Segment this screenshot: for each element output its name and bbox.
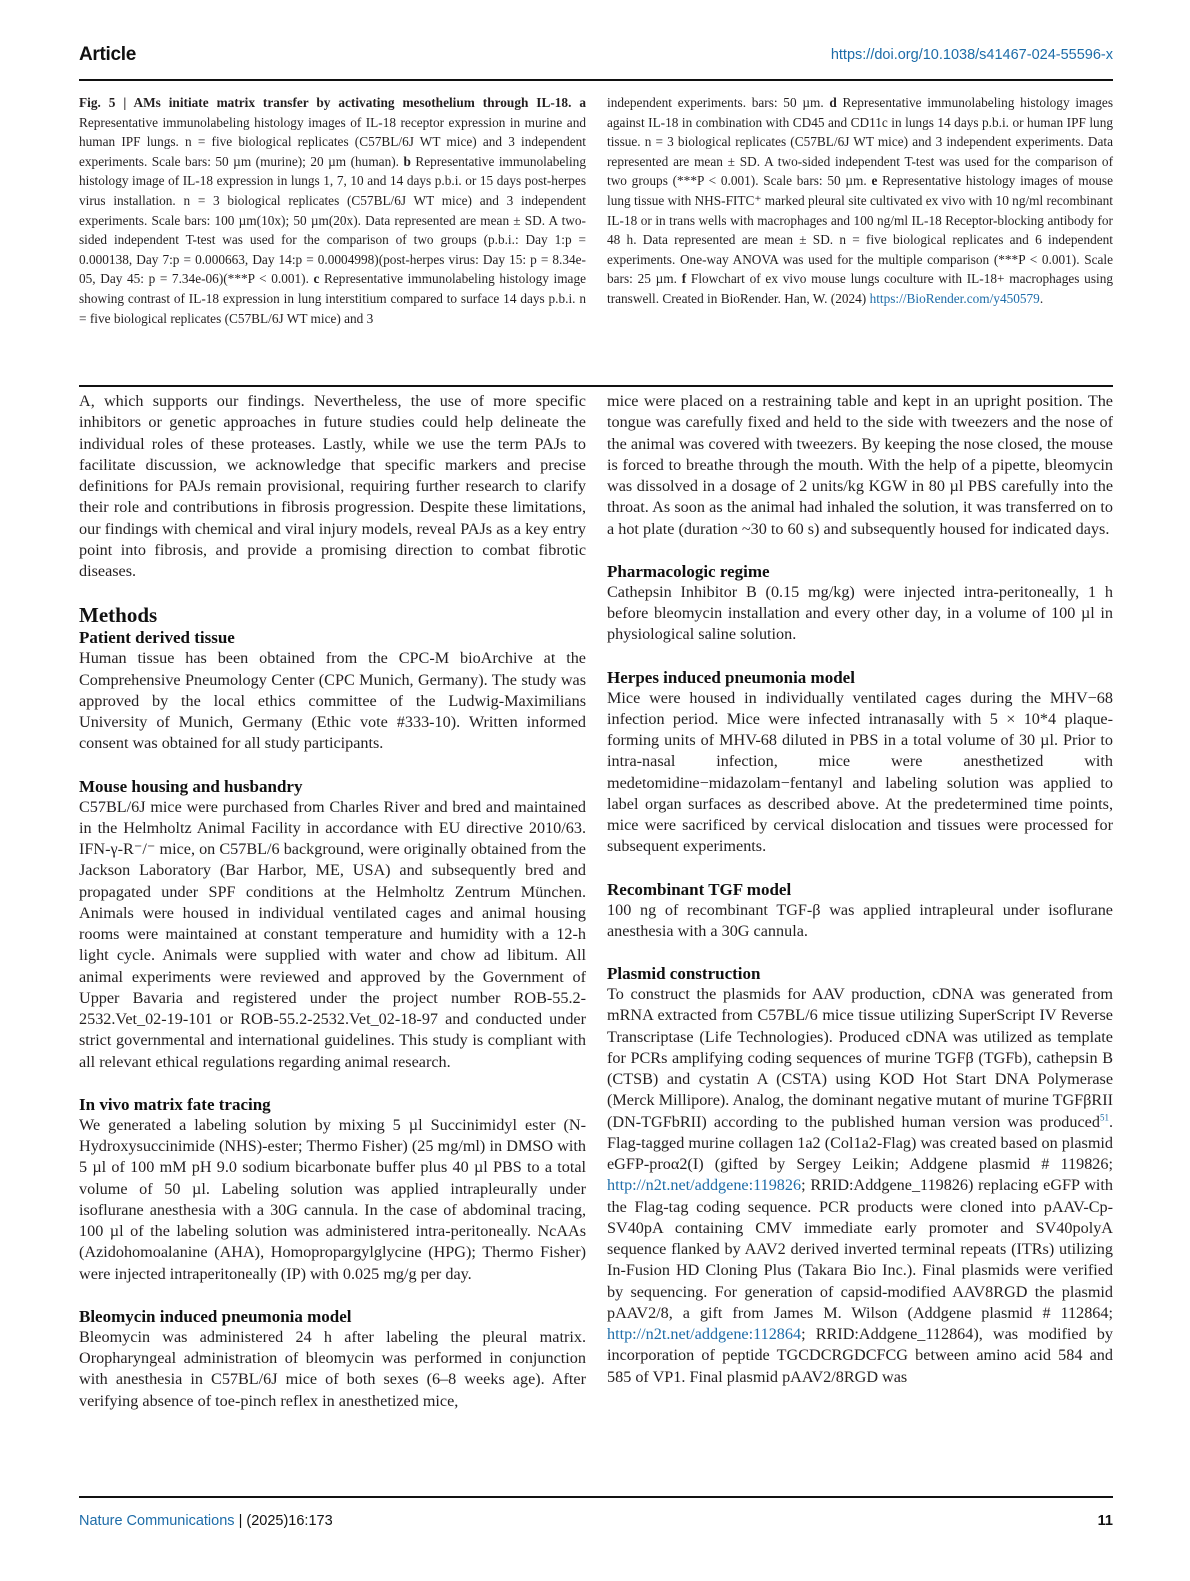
figure-caption-title: Fig. 5 | AMs initiate matrix transfer by activating mesothelium through IL-18. <box>79 95 572 110</box>
panel-label-f: f <box>681 271 687 287</box>
section-heading: Herpes induced pneumonia model <box>607 667 855 687</box>
plasmid-text: . Flag-tagged murine collagen 1a2 (Col1a2-Flag) was created based on plasmid eGFP-proα2(I) (gifted by Sergey Leikin; Addgene plasmid # 119826; <box>607 1112 1113 1173</box>
journal-name[interactable]: Nature Communications <box>79 1513 235 1529</box>
section-heading: Recombinant TGF model <box>607 879 792 899</box>
panel-text-c: Representative immunolabeling histology image showing contrast of IL-18 expression in lung interstitium compared to surface 14 days p.b.i. n = five biological replicates (C57BL/6J WT mice) and 3 <box>79 271 587 326</box>
section-heading: Bleomycin induced pneumonia model <box>79 1306 352 1326</box>
plasmid-text: ; RRID:Addgene_119826) replacing eGFP with the Flag-tag coding sequence. PCR products were cloned into pAAV-Cp-SV40pA containing CMV immediate early promoter and SV40polyA sequence flanked by AAV2 derived inverted terminal repeats (ITRs) utilizing In-Fusion HD Cloning Plus (Takara Bio Inc.). Final plasmids were verified by sequencing. For generation of capsid-modified AAV8RGD the plasmid pAAV2/8, a gift from James M. Wilson (Addgene plasmid # 112864; <box>607 1176 1113 1322</box>
addgene-link-112864[interactable]: http://n2t.net/addgene:112864 <box>607 1325 802 1343</box>
discussion-paragraph: A, which supports our findings. Nevertheless, the use of more specific inhibitors or genetic approaches in future studies could help delineate the individual roles of these proteases. Lastly, while we use the term PAJs to facilitate discussion, we acknowledge that specific markers and precise definitions for PAJs remain provisional, requiring further research to clarify their role and contributions in fibrosis progression. Despite these limitations, our findings with chemical and viral injury models, reveal PAJs as a key entry point into fibrosis, and provide a promising direction to combat fibrotic diseases. <box>79 392 586 580</box>
section-paragraph: Mice were housed in individually ventilated cages during the MHV−68 infection period. Mice were infected intranasally with 5 × 10*4 plaque-forming units of MHV-68 diluted in PBS in a total volume of 30 µl. Prior to intra-nasal infection, mice were anesthetized with medetomidine−midazolam−fentanyl and labeling solution was applied to label organ surfaces as described above. At the predetermined time points, mice were sacrificed by cervical dislocation and tissues were processed for subsequent experiments. <box>607 688 1113 856</box>
panel-label-a: a <box>579 95 587 110</box>
reference-citation[interactable]: 51 <box>1099 1112 1109 1123</box>
body-column-right <box>607 391 1113 1388</box>
section-heading: In vivo matrix fate tracing <box>79 1094 271 1114</box>
section-paragraph: We generated a labeling solution by mixing 5 µl Succinimidyl ester (N-Hydroxysuccinimide (NHS)-ester; Thermo Fisher) (25 mg/ml) in DMSO with 5 µl of 100 mM pH 9.0 sodium bicarbonate buffer plus 40 µl PBS to a total volume of 50 µl. Labeling solution was applied intrapleurally under isoflurane anesthesia with a 30G cannula. In the case of abdominal tracing, 100 µl of the labeling solution was administered intra-peritoneally. NcAAs (Azidohomoalanine (AHA), Homopropargylglycine (HPG); Thermo Fisher) were injected intraperitoneally (IP) with 0.025 mg/g per day. <box>79 1115 586 1283</box>
panel-label-d: d <box>829 95 837 110</box>
section-paragraph: C57BL/6J mice were purchased from Charles River and bred and maintained in the Helmholtz Animal Facility in accordance with EU directive 2010/63. IFN-γ-R⁻/⁻ mice, on C57BL/6 background, were originally obtained from the Jackson Laboratory (Bar Harbor, ME, USA) and subsequently bred and propagated under SPF conditions at the Helmholtz Zentrum München. Animals were housed in individual ventilated cages and animal housing rooms were maintained at constant temperature and humidity with a 12-h light cycle. Animals were supplied with water and chow ad libitum. All animal experiments were reviewed and approved by the Government of Upper Bavaria and registered under the project number ROB-55.2-2532.Vet_02-19-101 or ROB-55.2-2532.Vet_02-18-97 and conducted under strict governmental and international guidelines. This study is compliant with all relevant ethical regulations regarding animal research. <box>79 797 586 1071</box>
plasmid-paragraph <box>607 984 1113 1388</box>
header-divider <box>79 79 1113 81</box>
panel-text-d: Representative immunolabeling histology images against IL-18 in combination with CD45 and CD11c in lungs 14 days p.b.i. or human IPF lung tissue. n = 3 biological replicates (C57BL/6J WT mice) and 3 independent experiments. Data represented are mean ± SD. A two-sided independent T-test was used for the comparison of two groups (***P < 0.001). Scale bars: 50 µm. <box>607 95 1113 189</box>
section-paragraph: Bleomycin was administered 24 h after labeling the pleural matrix. Oropharyngeal administration of bleomycin was performed in conjunction with anesthesia in C57BL/6J mice of both sexes (6–8 weeks age). After verifying absence of toe-pinch reflex in anesthetized mice, <box>79 1327 586 1410</box>
methods-heading: Methods <box>79 603 158 628</box>
plasmid-text: ; RRID:Addgene_112864), was modified by incorporation of peptide TGCDCRGDCFCG between amino acid 584 and 585 of VP1. Final plasmid pAAV2/8RGD was <box>607 1325 1113 1386</box>
panel-text-a: Representative immunolabeling histology images of IL-18 receptor expression in murine and human IPF lungs. n = five biological replicates (C57BL/6J WT mice) and 3 independent experiments. Scale bars: 50 µm (murine); 20 µm (human). <box>79 114 586 169</box>
page-number: 11 <box>1097 1513 1113 1529</box>
section-paragraph-continued: mice were placed on a restraining table and kept in an upright position. The tongue was carefully fixed and held to the side with tweezers and the nose of the animal was covered with tweezers. By keeping the nose closed, the mouse is forced to breathe through the mouth. With the help of a pipette, bleomycin was dissolved in a dosage of 2 units/kg KGW in 80 µl PBS carefully into the throat. As soon as the animal had inhaled the solution, it was transferred on to a hot plate (duration ~30 to 60 s) and subsequently housed for indicated days. <box>607 392 1113 538</box>
footer-divider <box>79 1496 1113 1498</box>
doi-link[interactable]: https://doi.org/10.1038/s41467-024-55596-x <box>830 47 1113 63</box>
section-label: Article <box>79 44 137 65</box>
section-paragraph: Human tissue has been obtained from the CPC-M bioArchive at the Comprehensive Pneumology Center (CPC Munich, Germany). The study was approved by the local ethics committee of the Ludwig-Maximilians University of Munich, Germany (Ethic vote #333-10). Written informed consent was obtained for all study participants. <box>79 649 586 753</box>
page-footer <box>79 1513 1113 1529</box>
addgene-link-119826[interactable]: http://n2t.net/addgene:119826 <box>607 1176 802 1195</box>
panel-text-e: Representative histology images of mouse lung tissue with NHS-FITC⁺ marked pleural site cultivated ex vivo with 10 ng/ml recombinant IL-18 or in trans wells with macrophages and 100 ng/ml IL-18 Receptor-blocking antibody for 48 h. Data represented are mean ± SD. n = five biological replicates and 6 independent experiments. One-way ANOVA was used for the multiple comparison (***P < 0.001). Scale bars: 25 µm. <box>607 173 1113 287</box>
journal-issue: | (2025)16:173 <box>234 1513 333 1529</box>
caption-divider <box>79 385 1113 387</box>
panel-text-f: Flowchart of ex vivo mouse lungs coculture with IL-18+ macrophages using transwell. Created in BioRender. Han, W. (2024) <box>607 271 1113 306</box>
figure-caption-left <box>79 93 586 328</box>
panel-label-b: b <box>403 153 411 169</box>
section-paragraph: 100 ng of recombinant TGF-β was applied intrapleural under isoflurane anesthesia with a 30G cannula. <box>607 900 1113 940</box>
section-heading: Patient derived tissue <box>79 628 235 648</box>
panel-text-f-end: . <box>1039 290 1044 306</box>
panel-label-e: e <box>871 173 878 189</box>
panel-text-b: Representative immunolabeling histology image of IL-18 expression in lungs 1, 7, 10 and 14 days p.b.i. or 15 days post-herpes virus installation. n = 3 biological replicates (C57BL/6J WT mice) and 3 independent experiments. Scale bars: 100 µm(10x); 50 µm(20x). Data represented are mean ± SD. A two-sided independent T-test was used for the comparison of two groups (p.b.i.: Day 1:p = 0.000138, Day 7:p = 0.000663, Day 14:p = 0.0004998)(post-herpes virus: Day 15: p = 8.34e-05, Day 45: p = 7.34e-06)(***P < 0.001). <box>79 153 586 287</box>
plasmid-text: To construct the plasmids for AAV production, cDNA was generated from mRNA extracted from C57BL/6 mice tissue utilizing SuperScript IV Reverse Transcriptase (Life Technologies). Produced cDNA was utilized as template for PCRs amplifying coding sequences of murine TGFβ (TGFb), cathepsin B (CTSB) and cystatin A (CSTA) using KOD Hot Start DNA Polymerase (Merck Millipore). Analog, the dominant negative mutant of murine TGFβRII (DN-TGFbRII) according to the published human version was produced <box>607 985 1113 1131</box>
biorender-link[interactable]: https://BioRender.com/y450579 <box>869 290 1040 306</box>
panel-label-c: c <box>313 271 320 287</box>
figure-caption-right <box>607 93 1113 309</box>
section-heading: Pharmacologic regime <box>607 561 770 581</box>
article-page <box>79 0 1113 1581</box>
section-heading: Mouse housing and husbandry <box>79 776 303 796</box>
page-header <box>79 44 1113 68</box>
body-column-left <box>79 391 586 1412</box>
panel-text-c-continued: independent experiments. bars: 50 µm. <box>607 95 830 110</box>
section-heading: Plasmid construction <box>607 964 761 983</box>
section-paragraph: Cathepsin Inhibitor B (0.15 mg/kg) were injected intra-peritoneally, 1 h before bleomycin installation and every other day, in a volume of 100 µl in physiological saline solution. <box>607 582 1113 644</box>
